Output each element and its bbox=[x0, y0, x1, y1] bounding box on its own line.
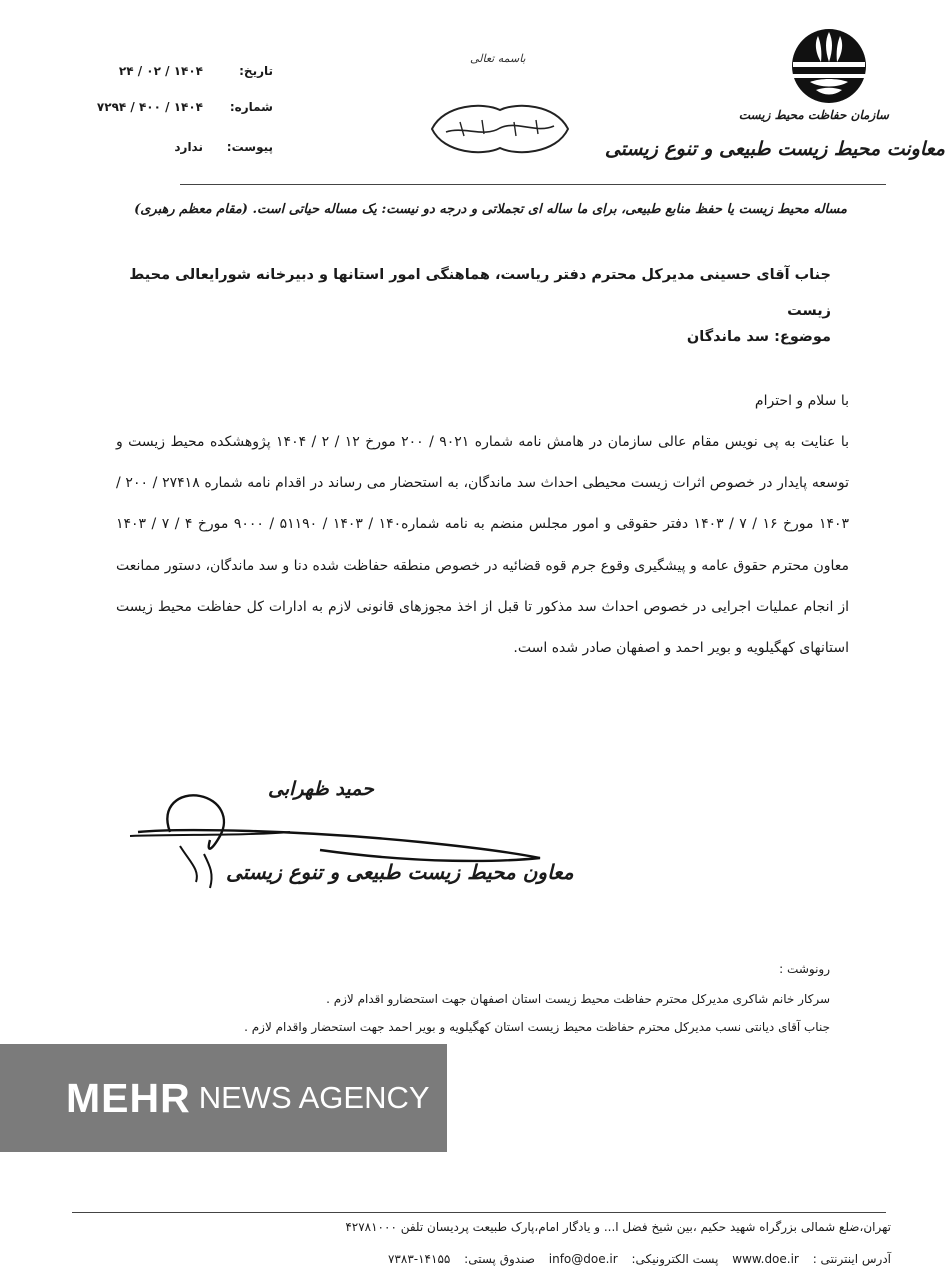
cc-label: رونوشت : bbox=[779, 962, 830, 976]
doe-logo-icon bbox=[790, 26, 868, 110]
date-value: ۱۴۰۴ / ۰۲ / ۲۴ bbox=[118, 64, 203, 78]
email-label: پست الکترونیکی: bbox=[631, 1252, 719, 1266]
letter-attachment bbox=[174, 140, 273, 154]
letter-date bbox=[119, 64, 273, 78]
footer-address: تهران،ضلع شمالی بزرگراه شهید حکیم ،بین شیخ فضل ا... و یادگار امام،پارک طبیعت پردیسان تلفن ۴۲۷۸۱۰۰۰ bbox=[345, 1220, 891, 1234]
postal-label: صندوق پستی: bbox=[464, 1252, 535, 1266]
letter-number bbox=[97, 100, 273, 114]
number-label: شماره: bbox=[229, 100, 273, 114]
recipient: جناب آقای حسینی مدیرکل محترم دفتر ریاست، هماهنگی امور استانها و دبیرخانه شورایعالی محیط زیست bbox=[129, 267, 831, 319]
cc-item: جناب آقای دیانتی نسب مدیرکل محترم حفاظت محیط زیست استان کهگیلویه و بویر احمد جهت استحضار واقدام لازم . bbox=[244, 1020, 830, 1034]
deputy-name: معاونت محیط زیست طبیعی و تنوع زیستی bbox=[604, 138, 945, 160]
watermark-brand: MEHR bbox=[66, 1074, 191, 1121]
website-link[interactable]: www.doe.ir bbox=[732, 1252, 799, 1266]
footer-divider bbox=[72, 1212, 886, 1213]
letter-body: با عنایت به پی نویس مقام عالی سازمان در هامش نامه شماره ۹۰۲۱ / ۲۰۰ مورخ ۱۲ / ۲ / ۱۴۰۴ پژوهشکده محیط زیست و توسعه پایدار در خصوص اثرات زیست محیطی احداث سد ماندگان، به استحضار می رساند در اقدام نامه شماره ۲۷۴۱۸ / ۲۰۰ / ۱۴۰۳ مورخ ۱۶ / ۷ / ۱۴۰۳ دفتر حقوقی و امور مجلس منضم به نامه شماره۱۴۰ / ۱۴۰۳ / ۵۱۱۹۰ / ۹۰۰۰ مورخ ۴ / ۷ / ۱۴۰۳ معاون محترم حقوق عامه و پیشگیری وقوع جرم قوه قضائیه در خصوص منطقه حفاظت شده دنا و سد ماندگان، دستور ممانعت از انجام عملیات اجرایی در خصوص احداث سد مذکور تا قبل از اخذ مجوزهای قانونی لازم به ادارات کل حفاظت محیط زیست استانهای کهگیلویه و بویر احمد و اصفهان صادر شده است. bbox=[116, 434, 850, 657]
cc-item: سرکار خانم شاکری مدیرکل محترم حفاظت محیط زیست استان اصفهان جهت استحضارو اقدام لازم . bbox=[326, 992, 830, 1006]
news-agency-watermark bbox=[0, 1044, 447, 1152]
org-name: سازمان حفاظت محیط زیست bbox=[738, 108, 889, 122]
website-label: آدرس اینترنتی : bbox=[812, 1252, 891, 1266]
attachment-value: ندارد bbox=[174, 140, 203, 154]
bismillah: باسمه تعالی bbox=[470, 52, 526, 65]
greeting: با سلام و احترام bbox=[754, 393, 849, 409]
watermark-subtitle: NEWS AGENCY bbox=[198, 1080, 430, 1115]
email-link[interactable]: info@doe.ir bbox=[548, 1252, 618, 1266]
date-label: تاریخ: bbox=[239, 64, 273, 78]
footer-contact bbox=[378, 1252, 891, 1266]
signatory-title: معاون محیط زیست طبیعی و تنوع زیستی bbox=[226, 860, 574, 884]
leader-quote: مساله محیط زیست یا حفظ منابع طبیعی، برای ما ساله ای تجملاتی و درجه دو نیست: یک مساله حیاتی است. (مقام معظم رهبری) bbox=[134, 202, 847, 217]
attachment-label: پیوست: bbox=[226, 140, 273, 154]
postal-value: ۱۴۱۵۵-۷۳۸۳ bbox=[387, 1252, 451, 1266]
calligraphy-emblem-icon bbox=[424, 98, 576, 160]
header-divider bbox=[180, 184, 886, 185]
subject: موضوع: سد ماندگان bbox=[686, 329, 831, 345]
signatory-name: حمید ظهرابی bbox=[268, 778, 374, 800]
number-value: ۱۴۰۴ / ۴۰۰ / ۷۲۹۴ bbox=[96, 100, 203, 114]
